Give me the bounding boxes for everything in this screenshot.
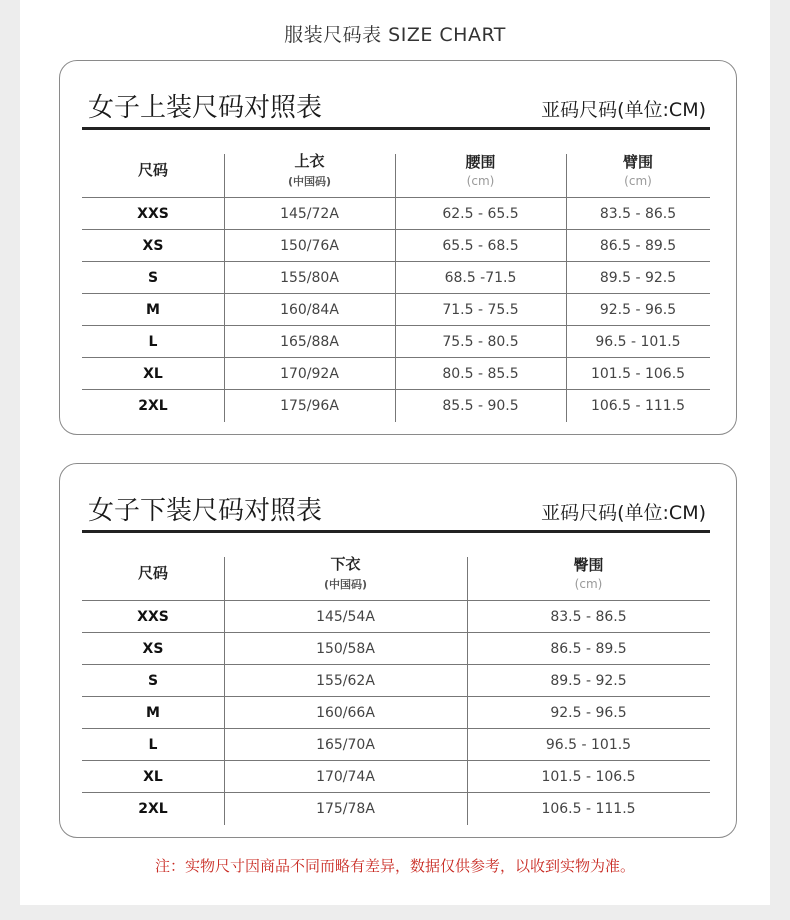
size-cell: S (147, 672, 159, 689)
value-cell: 106.5 - 111.5 (541, 800, 636, 817)
size-cell: XL (143, 365, 163, 382)
value-cell: 96.5 - 101.5 (595, 333, 681, 350)
size-cell: S (147, 269, 159, 286)
disclaimer-note: 注：实物尺寸因商品不同而略有差异，数据仅供参考，以收到实物为准。 (154, 857, 635, 875)
value-cell: 65.5 - 68.5 (442, 237, 519, 254)
size-cell: 2XL (138, 800, 168, 817)
table-row (82, 294, 710, 326)
value-cell: 89.5 - 92.5 (550, 672, 627, 689)
size-cell: M (146, 704, 160, 721)
value-cell: 75.5 - 80.5 (442, 333, 519, 350)
size-cell: M (146, 301, 160, 318)
table-row (82, 358, 710, 390)
tops-header-waist-sub: (cm) (466, 174, 495, 188)
value-cell: 96.5 - 101.5 (545, 736, 632, 753)
tops-table-body (82, 198, 710, 422)
value-cell: 92.5 - 96.5 (599, 301, 677, 318)
bottoms-card-title: 女子下装尺码对照表 (88, 496, 323, 526)
bottoms-size-card (59, 463, 737, 838)
value-cell: 170/92A (280, 365, 339, 382)
value-cell: 160/84A (280, 301, 339, 318)
bottoms-table-header (82, 545, 710, 601)
size-cell: XXS (137, 205, 169, 222)
size-cell: XS (142, 237, 164, 254)
value-cell: 150/76A (280, 237, 339, 254)
tops-size-table (82, 142, 710, 422)
bottoms-card-header (82, 490, 710, 533)
size-cell: 2XL (138, 397, 168, 414)
bottoms-header-bottom (224, 545, 467, 600)
bottoms-header-bottom-sub: (中国码) (323, 578, 368, 591)
value-cell: 175/78A (316, 800, 375, 817)
table-row (82, 390, 710, 422)
bottoms-header-hip-label: 臀围 (573, 556, 604, 574)
tops-header-waist-label: 腰围 (465, 153, 496, 171)
tops-size-card (59, 60, 737, 435)
value-cell: 165/88A (280, 333, 339, 350)
table-row (82, 697, 710, 729)
bottoms-header-size (82, 545, 224, 600)
value-cell: 165/70A (316, 736, 375, 753)
tops-header-top-label: 上衣 (294, 152, 325, 170)
size-cell: XS (142, 640, 164, 657)
table-row (82, 326, 710, 358)
size-cell: L (148, 333, 158, 350)
table-row (82, 761, 710, 793)
tops-header-top (224, 142, 395, 197)
bottoms-header-bottom-label: 下衣 (330, 555, 361, 573)
tops-card-header (82, 87, 710, 130)
table-row (82, 793, 710, 825)
value-cell: 62.5 - 65.5 (442, 205, 519, 222)
table-row (82, 198, 710, 230)
tops-header-waist (395, 142, 566, 197)
value-cell: 85.5 - 90.5 (442, 397, 519, 414)
bottoms-header-size-label: 尺码 (137, 564, 168, 582)
value-cell: 175/96A (280, 397, 339, 414)
value-cell: 160/66A (316, 704, 375, 721)
tops-table-header (82, 142, 710, 198)
tops-header-size-label: 尺码 (137, 161, 168, 179)
tops-header-hip-sub: (cm) (624, 174, 652, 188)
tops-header-top-sub: (中国码) (287, 175, 332, 188)
value-cell: 101.5 - 106.5 (541, 768, 636, 785)
table-row (82, 729, 710, 761)
bottoms-size-table (82, 545, 710, 825)
tops-header-hip-label: 臂围 (622, 153, 653, 171)
value-cell: 86.5 - 89.5 (550, 640, 627, 657)
value-cell: 145/54A (316, 608, 375, 625)
value-cell: 150/58A (316, 640, 375, 657)
value-cell: 71.5 - 75.5 (442, 301, 519, 318)
value-cell: 170/74A (316, 768, 375, 785)
size-cell: XXS (137, 608, 169, 625)
value-cell: 92.5 - 96.5 (550, 704, 627, 721)
page-title: 服装尺码表 SIZE CHART (284, 24, 506, 46)
table-row (82, 262, 710, 294)
value-cell: 68.5 -71.5 (444, 269, 517, 286)
tops-header-size (82, 142, 224, 197)
table-row (82, 665, 710, 697)
size-cell: XL (143, 768, 163, 785)
value-cell: 83.5 - 86.5 (550, 608, 627, 625)
value-cell: 155/80A (280, 269, 339, 286)
bottoms-card-unit: 亚码尺码(单位:CM) (541, 502, 706, 524)
value-cell: 86.5 - 89.5 (599, 237, 677, 254)
table-row (82, 230, 710, 262)
bottoms-header-hip-sub: (cm) (574, 577, 603, 591)
value-cell: 89.5 - 92.5 (599, 269, 677, 286)
value-cell: 155/62A (316, 672, 375, 689)
tops-card-title: 女子上装尺码对照表 (88, 93, 323, 123)
value-cell: 83.5 - 86.5 (599, 205, 677, 222)
bottoms-table-body (82, 601, 710, 825)
value-cell: 101.5 - 106.5 (590, 365, 686, 382)
bottoms-header-hip (467, 545, 710, 600)
table-row (82, 633, 710, 665)
value-cell: 80.5 - 85.5 (442, 365, 519, 382)
value-cell: 106.5 - 111.5 (590, 397, 686, 414)
tops-card-unit: 亚码尺码(单位:CM) (541, 99, 706, 121)
size-cell: L (148, 736, 158, 753)
value-cell: 145/72A (280, 205, 339, 222)
table-row (82, 601, 710, 633)
tops-header-hip (566, 142, 710, 197)
